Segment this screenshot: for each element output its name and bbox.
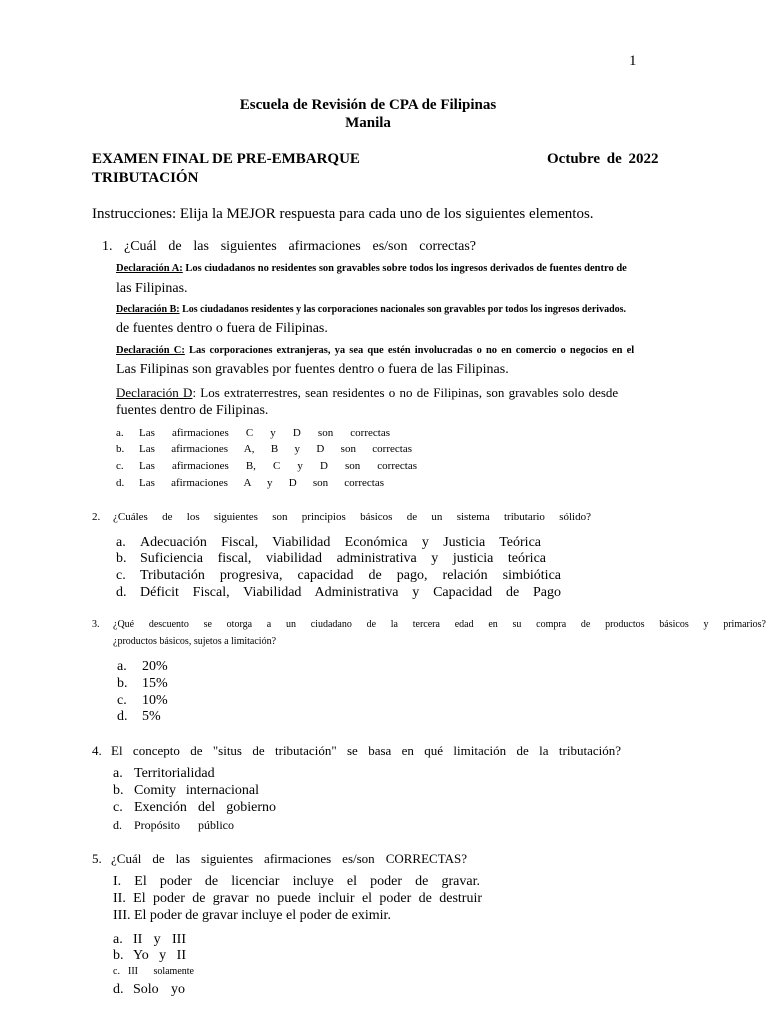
city-name: Manila [345,115,391,131]
q4-number: 4. [92,743,102,758]
q1-number: 1. [102,239,113,254]
q5-option-c[interactable]: c. III solamente [113,966,194,977]
q4-option-a[interactable]: a. Territorialidad [113,766,215,781]
q5-statement-1: I. El poder de licenciar incluye el poder de gravar. [113,874,480,889]
q5-option-b[interactable]: b. Yo y II [113,948,186,963]
q5-option-d[interactable]: d. Solo yo [113,982,185,997]
q5-option-a[interactable]: a. II y III [113,932,186,947]
exam-subject: TRIBUTACIÓN [92,170,199,186]
q5-number: 5. [92,851,102,866]
q3-option-d[interactable]: d. 5% [117,709,161,724]
q5-statement-2: II. El poder de gravar no puede incluir el poder de destruir [113,891,482,906]
q3-line2: ¿productos básicos, sujetos a limitación? [113,636,277,647]
q1-declaration-d-cont: fuentes dentro de Filipinas. [116,403,269,418]
q4-option-b[interactable]: b. Comity internacional [113,783,259,798]
q3-line1: ¿Qué descuento se otorga a un ciudadano de la tercera edad en su compra de productos básicos y primarios? [113,619,766,630]
q1-declaration-c: Declaración C: Las corporaciones extranjeras, ya sea que estén involucradas o no en comercio o negocios en el [116,345,635,356]
exam-date: Octubre de 2022 [547,151,659,167]
q1-option-b[interactable]: b. Las afirmaciones A, B y D son correctas [116,443,412,455]
page-number: 1 [629,53,637,69]
q3-option-b[interactable]: b. 15% [117,676,168,691]
q1-declaration-c-cont: Las Filipinas son gravables por fuentes dentro o fuera de las Filipinas. [116,362,509,377]
school-name: Escuela de Revisión de CPA de Filipinas [239,97,497,113]
q1-option-a[interactable]: a. Las afirmaciones C y D son correctas [116,427,390,439]
q2-number: 2. [92,511,101,523]
q5-text: ¿Cuál de las siguientes afirmaciones es/son CORRECTAS? [111,851,467,866]
q1-declaration-b-cont: de fuentes dentro o fuera de Filipinas. [116,321,328,336]
q1-declaration-a: Declaración A: Los ciudadanos no residentes son gravables sobre todos los ingresos derivados de fuentes dentro de [116,263,627,274]
q2-text: ¿Cuáles de los siguientes son principios básicos de un sistema tributario sólido? [113,511,591,523]
instructions: Instrucciones: Elija la MEJOR respuesta para cada uno de los siguientes elementos. [92,206,594,222]
exam-title: EXAMEN FINAL DE PRE-EMBARQUE [92,151,360,167]
q4-option-c[interactable]: c. Exención del gobierno [113,800,276,815]
q2-option-a[interactable]: a. Adecuación Fiscal, Viabilidad Económica y Justicia Teórica [116,535,541,550]
q1-option-d[interactable]: d. Las afirmaciones A y D son correctas [116,477,384,489]
q1-declaration-d: Declaración D: Los extraterrestres, sean residentes o no de Filipinas, son gravables solo desde [116,385,619,400]
q4-option-d[interactable]: d. Propósito público [113,818,234,832]
q5-statement-3: III. El poder de gravar incluye el poder de eximir. [113,908,391,923]
q2-option-b[interactable]: b. Suficiencia fiscal, viabilidad administrativa y justicia teórica [116,551,546,566]
q3-option-c[interactable]: c. 10% [117,693,168,708]
q4-text: El concepto de "situs de tributación" se basa en qué limitación de la tributación? [111,743,621,758]
q3-number: 3. [92,619,100,630]
q2-option-c[interactable]: c. Tributación progresiva, capacidad de pago, relación simbiótica [116,568,561,583]
q1-declaration-a-cont: las Filipinas. [116,281,188,296]
q1-declaration-b: Declaración B: Los ciudadanos residentes y las corporaciones nacionales son gravables por todos los ingresos derivados. [116,304,627,315]
q1-text: ¿Cuál de las siguientes afirmaciones es/son correctas? [124,239,476,254]
q1-option-c[interactable]: c. Las afirmaciones B, C y D son correctas [116,460,417,472]
q3-option-a[interactable]: a. 20% [117,659,168,674]
q2-option-d[interactable]: d. Déficit Fiscal, Viabilidad Administrativa y Capacidad de Pago [116,585,561,600]
